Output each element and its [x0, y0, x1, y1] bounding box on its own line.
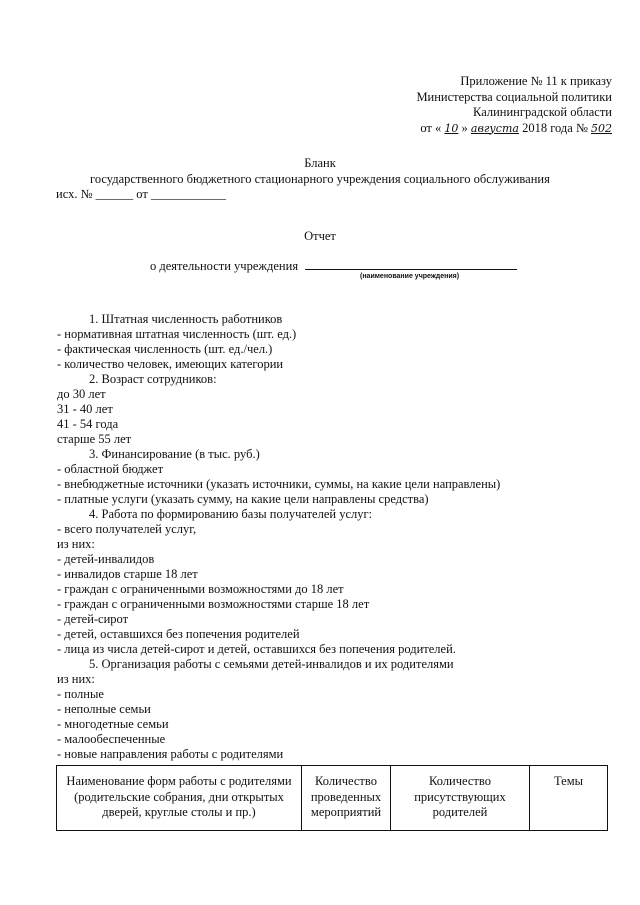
appendix-line-2: Министерства социальной политики: [416, 89, 612, 104]
blank-reference-line: [56, 187, 226, 202]
section-line: - детей, оставшихся без попечения родителей: [57, 627, 300, 641]
appendix-date-line: [416, 121, 612, 137]
section-line: - областной бюджет: [57, 462, 164, 476]
date-year: 2018 года №: [522, 120, 588, 135]
report-activity-line: [150, 258, 517, 274]
section-line: - количество человек, имеющих категории: [57, 357, 284, 371]
parents-work-table: [56, 765, 608, 831]
section-line: - детей-сирот: [57, 612, 129, 626]
blank-institution: государственного бюджетного стационарного учреждения социального обслуживания: [90, 172, 550, 186]
section-line: - лица из числа детей-сирот и детей, оставшихся без попечения родителей.: [57, 642, 456, 656]
section-line: - неполные семьи: [57, 702, 151, 716]
section-line: - многодетные семьи: [57, 717, 169, 731]
section-line: - внебюджетные источники (указать источники, суммы, на какие цели направлены): [57, 477, 501, 491]
blank-title: Бланк: [304, 156, 336, 170]
section-line: - всего получателей услуг,: [57, 522, 197, 536]
order-number: 502: [591, 121, 612, 135]
section-line: - граждан с ограниченными возможностями до 18 лет: [57, 582, 344, 596]
institution-name-blank: [305, 258, 517, 270]
section-line: - инвалидов старше 18 лет: [57, 567, 198, 581]
section-line: 5. Организация работы с семьями детей-инвалидов и их родителями: [89, 657, 454, 671]
header-topics: Темы: [530, 766, 608, 831]
appendix-line-1: Приложение № 11 к приказу: [460, 74, 612, 88]
from-label: от: [136, 187, 148, 201]
section-line: 4. Работа по формированию базы получателей услуг:: [89, 507, 373, 521]
institution-name-caption: (наименование учреждения): [360, 273, 460, 280]
section-line: - малообеспеченные: [57, 732, 166, 746]
date-prefix: от «: [420, 120, 442, 135]
date-month: августа: [470, 121, 519, 135]
appendix-header: [416, 74, 612, 136]
section-line: - детей-инвалидов: [57, 552, 155, 566]
section-line: - граждан с ограниченными возможностями старше 18 лет: [57, 597, 370, 611]
section-line: 31 - 40 лет: [57, 402, 113, 416]
section-line: - новые направления работы с родителями: [57, 747, 284, 761]
from-blank: ____________: [150, 187, 226, 201]
header-parents-count: Количество присутствующих родителей: [391, 766, 530, 831]
section-line: - полные: [57, 687, 104, 701]
activity-label: о деятельности учреждения: [150, 259, 299, 273]
section-line: из них:: [57, 672, 95, 686]
header-events-count: Количество проведенных мероприятий: [302, 766, 391, 831]
section-line: - нормативная штатная численность (шт. ед.): [57, 327, 297, 341]
section-line: - платные услуги (указать сумму, на какие цели направлены средства): [57, 492, 429, 506]
section-line: 1. Штатная численность работников: [89, 312, 283, 326]
report-title: Отчет: [304, 229, 336, 243]
date-mid: »: [461, 120, 468, 135]
table-header-row: [57, 766, 608, 831]
section-line: - фактическая численность (шт. ед./чел.): [57, 342, 273, 356]
section-line: 2. Возраст сотрудников:: [89, 372, 217, 386]
section-line: 41 - 54 года: [57, 417, 119, 431]
header-work-forms: Наименование форм работы с родителями (родительские собрания, дни открытых дверей, круглые столы и пр.): [57, 766, 302, 831]
section-line: до 30 лет: [57, 387, 106, 401]
section-line: старше 55 лет: [57, 432, 132, 446]
date-day: 10: [444, 121, 459, 135]
ref-number-blank: ______: [95, 187, 134, 201]
appendix-line-3: Калининградской области: [473, 105, 612, 119]
ref-label: исх. №: [56, 187, 93, 201]
section-line: 3. Финансирование (в тыс. руб.): [89, 447, 260, 461]
section-line: из них:: [57, 537, 95, 551]
